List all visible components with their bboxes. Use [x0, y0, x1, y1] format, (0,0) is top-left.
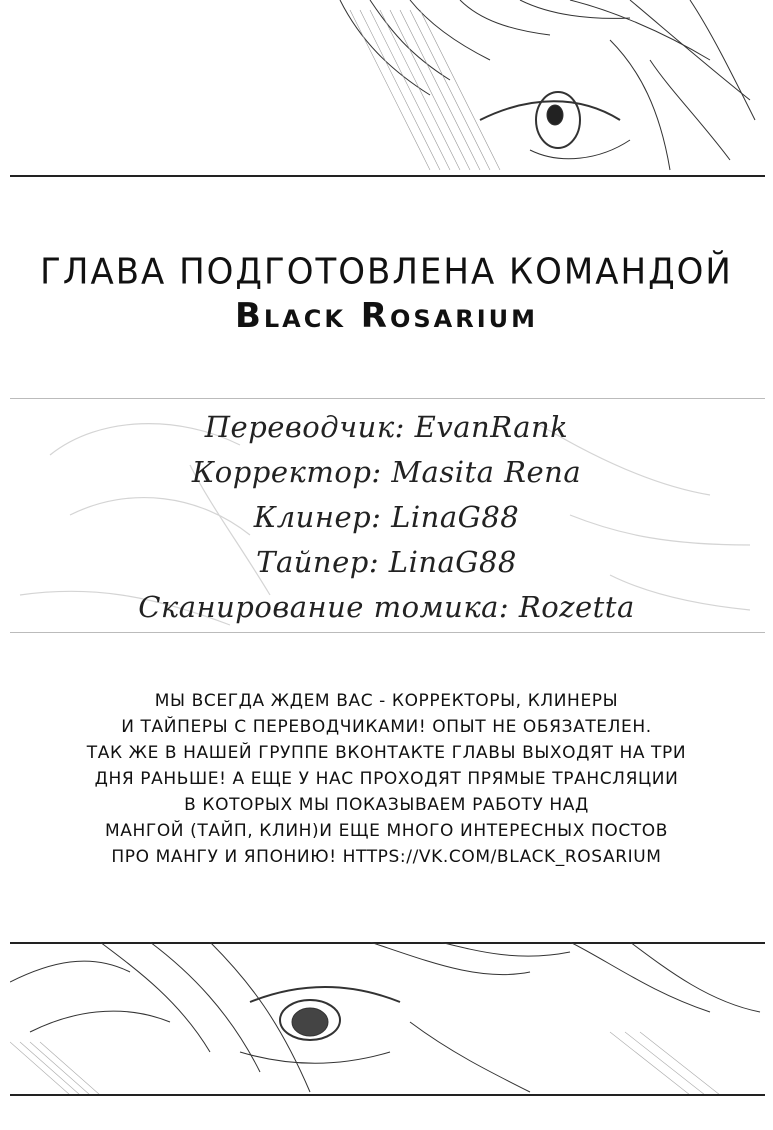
- credit-translator: Переводчик: EvanRank: [204, 410, 569, 444]
- info-line-with-link: ПРО МАНГУ И ЯПОНИЮ! HTTPS://VK.COM/BLACK_ROSARIUM: [111, 847, 662, 867]
- header-title: ГЛАВА ПОДГОТОВЛЕНА КОМАНДОЙ: [40, 251, 733, 293]
- credit-scanner: Сканирование томика: Rozetta: [138, 590, 635, 624]
- credit-typesetter: Тайпер: LinaG88: [256, 545, 517, 579]
- info-line: В КОТОРЫХ МЫ ПОКАЗЫВАЕМ РАБОТУ НАД: [184, 795, 589, 815]
- top-panel-border: [10, 175, 765, 177]
- info-line: МАНГОЙ (ТАЙП, КЛИН)И ЕЩЕ МНОГО ИНТЕРЕСНЫХ ПОСТОВ: [104, 821, 669, 841]
- recruitment-text: [0, 688, 773, 870]
- manga-eye-illustration-top: [10, 0, 765, 176]
- info-line: И ТАЙПЕРЫ С ПЕРЕВОДЧИКАМИ! ОПЫТ НЕ ОБЯЗАТЕЛЕН.: [121, 717, 652, 737]
- info-line: ТАК ЖЕ В НАШЕЙ ГРУППЕ ВКОНТАКТЕ ГЛАВЫ ВЫХОДЯТ НА ТРИ: [86, 743, 687, 763]
- info-line: ДНЯ РАНЬШЕ! А ЕЩЕ У НАС ПРОХОДЯТ ПРЯМЫЕ ТРАНСЛЯЦИИ: [94, 769, 679, 789]
- credits-bottom-border: [10, 632, 765, 633]
- team-header: [0, 250, 773, 338]
- bottom-panel-bottom-border: [10, 1094, 765, 1096]
- manga-eye-illustration-bottom: [10, 942, 765, 1095]
- bottom-manga-panel: [10, 942, 765, 1095]
- credit-cleaner: Клинер: LinaG88: [253, 500, 520, 534]
- info-line: МЫ ВСЕГДА ЖДЕМ ВАС - КОРРЕКТОРЫ, КЛИНЕРЫ: [154, 691, 619, 711]
- team-name: Black Rosarium: [234, 296, 539, 336]
- top-manga-panel: [10, 0, 765, 176]
- credit-proofreader: Корректор: Masita Rena: [191, 455, 582, 489]
- credits-list: [0, 405, 773, 630]
